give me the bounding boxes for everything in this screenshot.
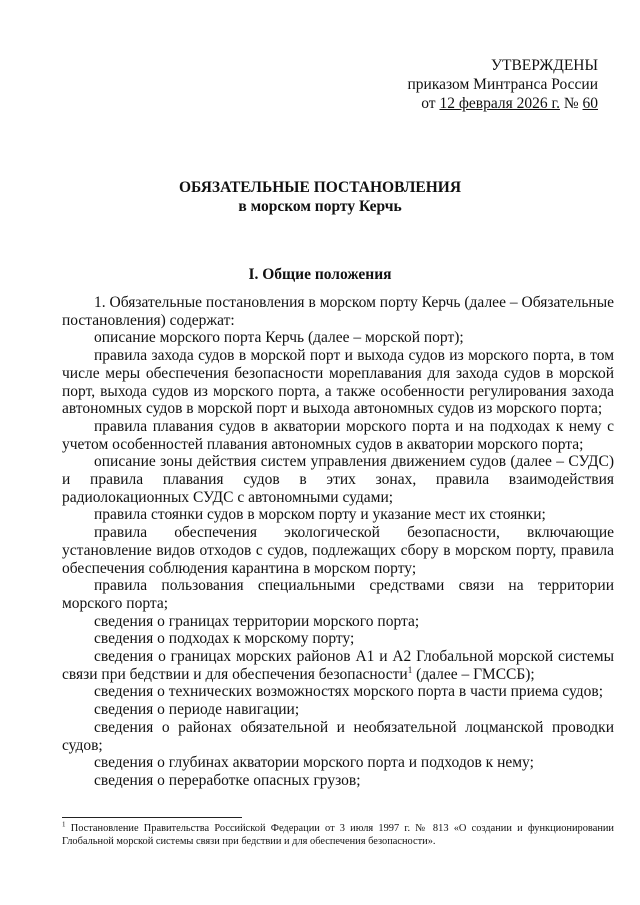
paragraph: сведения о глубинах акватории морского порта и подходов к нему; [94, 754, 534, 772]
paragraph: 1. Обязательные постановления в морском порту Керчь (далее – Обязательные постановления) содержат: [62, 294, 614, 329]
paragraph: сведения о районах обязательной и необязательной лоцманской проводки судов; [62, 718, 614, 754]
approval-number-prefix: № [559, 95, 583, 112]
footnote-text: Постановление Правительства Российской Федерации от 3 июля 1997 г. № 813 «О создании и функционировании Глобальной морской системы связи при бедствии и для обеспечения безопасности». [62, 823, 614, 847]
paragraph: сведения о границах территории морского порта; [94, 612, 420, 630]
document-title-main: ОБЯЗАТЕЛЬНЫЕ ПОСТАНОВЛЕНИЯ [178, 179, 462, 196]
paragraph-text: сведения о границах морских районов А1 и А2 Глобальной морской системы связи при бедствии и для обеспечения безопасности [62, 648, 614, 683]
footnote-ref: 1 [407, 664, 413, 675]
footnote [62, 822, 614, 848]
footnote-marker: 1 [62, 820, 66, 829]
document-title [0, 178, 640, 216]
paragraph: сведения о подходах к морскому порту; [94, 630, 355, 648]
approval-date-line [408, 94, 599, 113]
approval-date-prefix: от [421, 95, 440, 112]
paragraph-text-tail: (далее – ГМССБ); [412, 665, 535, 683]
paragraph: правила обеспечения экологической безопасности, включающие установление видов отходов с судов, подлежащих сбору в морском порту, правила обеспечения соблюдения карантина в морском порту; [62, 524, 614, 577]
paragraph: сведения о технических возможностях морского порта в части приема судов; [94, 683, 603, 701]
paragraph-gmdss [62, 648, 614, 683]
paragraph: сведения о переработке опасных грузов; [94, 771, 361, 789]
paragraph: правила плавания судов в акватории морского порта и на подходах к нему с учетом особенностей плавания автономных судов в акватории морского порта; [62, 417, 614, 453]
document-title-sub: в морском порту Керчь [238, 198, 402, 215]
approval-title: УТВЕРЖДЕНЫ [491, 57, 598, 74]
document-body [62, 294, 614, 790]
approval-date: 12 февраля 2026 г. [439, 95, 560, 112]
paragraph: правила пользования специальными средствами связи на территории морского порта; [62, 577, 614, 612]
paragraph: правила захода судов в морской порт и выхода судов из морского порта, в том числе меры обеспечения безопасности мореплавания для захода судов в морской порт, выхода судов из морского порта, а также особенности регулирования захода автономных судов в морской порт и выхода автономных судов из морского порта; [62, 347, 614, 418]
section-heading: I. Общие положения [248, 266, 392, 283]
paragraph: описание морского порта Керчь (далее – морской порт); [94, 329, 464, 347]
approval-order: приказом Минтранса России [407, 76, 598, 93]
paragraph: описание зоны действия систем управления движением судов (далее – СУДС) и правила плавания судов в этих зонах, правила взаимодействия радиолокационных СУДС с автономными судами; [62, 453, 614, 506]
footnote-divider [62, 817, 242, 818]
approval-number: 60 [582, 95, 598, 112]
paragraph: правила стоянки судов в морском порту и указание мест их стоянки; [94, 506, 546, 524]
paragraph: сведения о периоде навигации; [94, 701, 300, 719]
approval-block [408, 56, 599, 113]
